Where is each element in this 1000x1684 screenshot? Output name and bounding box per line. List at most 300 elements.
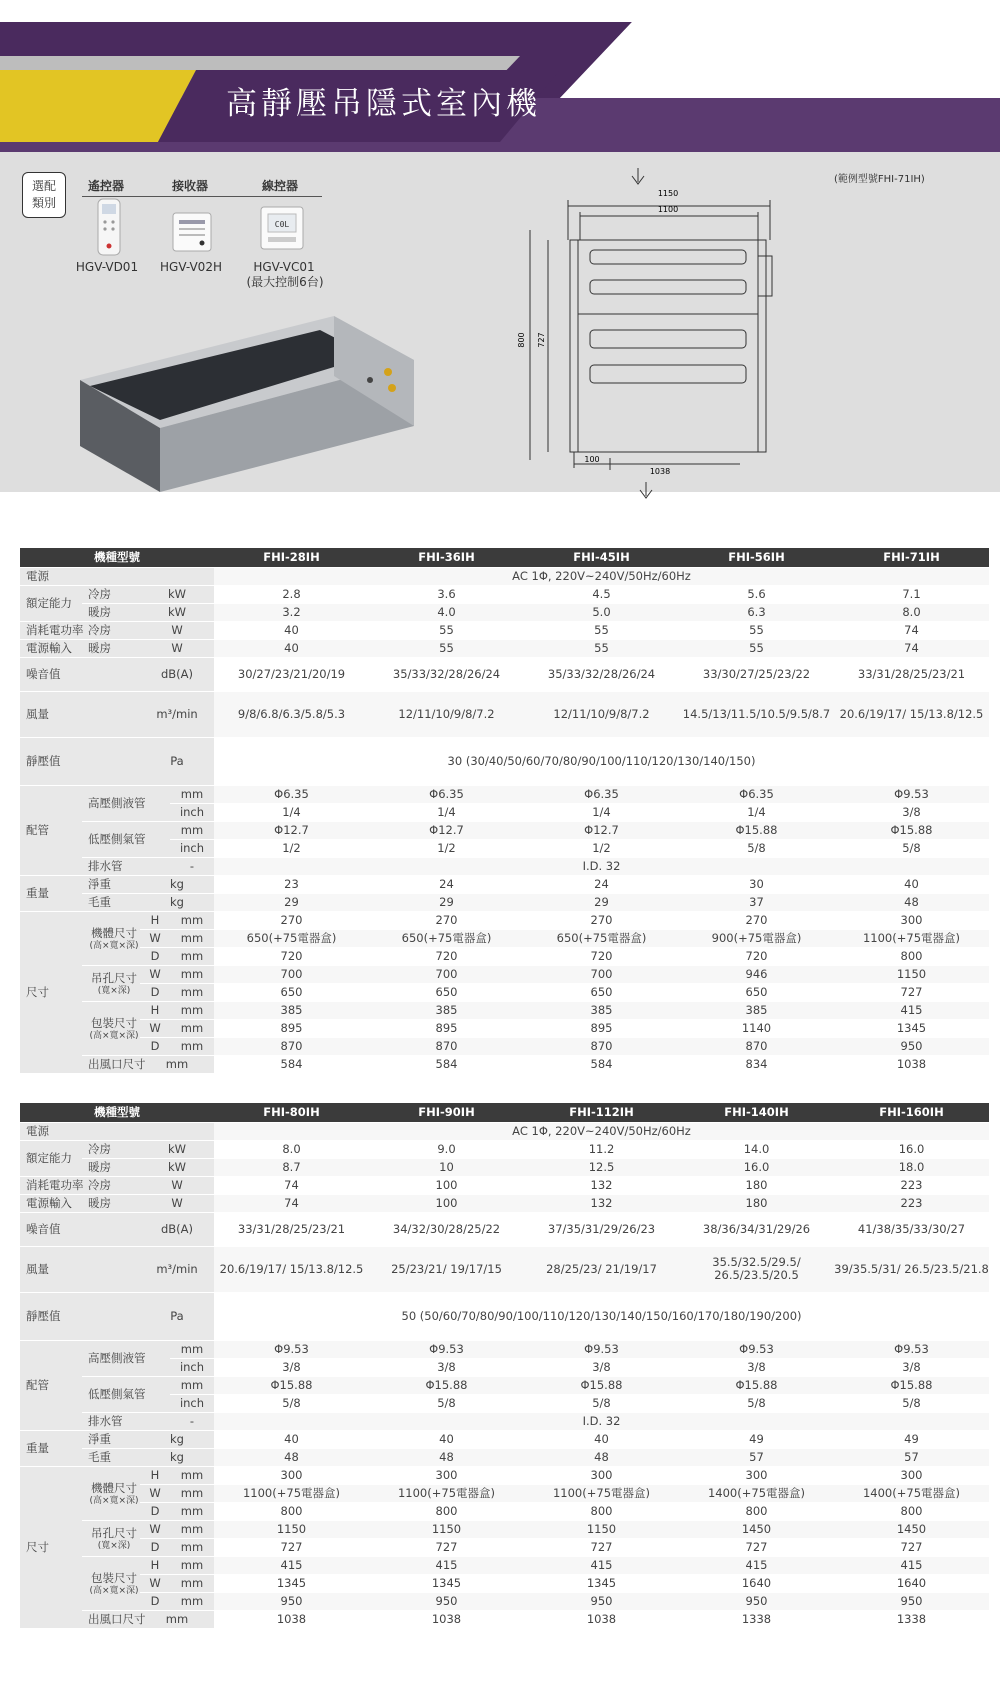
unit: kW <box>140 585 214 603</box>
cell: 727 <box>524 1538 679 1556</box>
unit: mm <box>170 947 214 965</box>
cell: 34/32/30/28/25/22 <box>369 1212 524 1246</box>
cell: 7.1 <box>834 585 989 603</box>
row-label: 噪音值 <box>20 657 140 691</box>
cell: 300 <box>679 1466 834 1484</box>
spec-row <box>20 1430 989 1448</box>
cell: 385 <box>369 1001 524 1019</box>
cell: 727 <box>834 983 989 1001</box>
cell: Φ15.88 <box>369 1376 524 1394</box>
spec-row <box>20 875 989 893</box>
row-sublabel: (高×寬×深) <box>89 1496 139 1506</box>
cell: 800 <box>369 1502 524 1520</box>
unit: D <box>140 1502 170 1520</box>
row-label: 配管 <box>20 785 82 875</box>
unit: D <box>140 1538 170 1556</box>
unit: mm <box>170 1484 214 1502</box>
cell: 1640 <box>679 1574 834 1592</box>
cell: 6.3 <box>679 603 834 621</box>
cell: 55 <box>369 639 524 657</box>
unit: H <box>140 1556 170 1574</box>
cell: 5/8 <box>214 1394 369 1412</box>
cell: 39/35.5/31/ 26.5/23.5/21.8 <box>834 1246 989 1292</box>
cell: 720 <box>679 947 834 965</box>
spec-row <box>20 1574 989 1592</box>
cell: 720 <box>214 947 369 965</box>
cell: 650(+75電器盒) <box>214 929 369 947</box>
spec-row <box>20 893 989 911</box>
airflow-in-arrow <box>632 168 644 184</box>
cell: 1150 <box>834 965 989 983</box>
cell: 24 <box>524 875 679 893</box>
row-label: 吊孔尺寸 <box>91 971 137 985</box>
dim-1100: 1100 <box>657 205 679 214</box>
unit: kW <box>140 603 214 621</box>
row-label: 淨重 <box>82 1430 140 1448</box>
cell: 33/31/28/25/23/21 <box>834 657 989 691</box>
unit: D <box>140 1037 170 1055</box>
cell: 20.6/19/17/ 15/13.8/12.5 <box>834 691 989 737</box>
header-row <box>20 548 989 567</box>
row-label: 尺寸 <box>20 911 82 1073</box>
cell: 10 <box>369 1158 524 1176</box>
cell: 3.2 <box>214 603 369 621</box>
cell: 100 <box>369 1194 524 1212</box>
cell: 40 <box>214 639 369 657</box>
cell: 5/8 <box>834 1394 989 1412</box>
cell: 74 <box>834 639 989 657</box>
unit: mm <box>170 1019 214 1037</box>
unit: D <box>140 983 170 1001</box>
cell: 950 <box>524 1592 679 1610</box>
cell: 950 <box>214 1592 369 1610</box>
unit: m³/min <box>140 1246 214 1292</box>
cell: 3/8 <box>524 1358 679 1376</box>
cell: Φ15.88 <box>834 1376 989 1394</box>
unit: W <box>140 1574 170 1592</box>
unit: mm <box>170 1574 214 1592</box>
cell: 35.5/32.5/29.5/ 26.5/23.5/20.5 <box>679 1246 834 1292</box>
cell: 9/8/6.8/6.3/5.8/5.3 <box>214 691 369 737</box>
unit: D <box>140 947 170 965</box>
cell: 180 <box>679 1176 834 1194</box>
cell: 37 <box>679 893 834 911</box>
cell: 385 <box>214 1001 369 1019</box>
row-label: 淨重 <box>82 875 140 893</box>
cell: 650 <box>679 983 834 1001</box>
unit: mm <box>140 1610 214 1628</box>
unit: mm <box>170 1037 214 1055</box>
cell: 3/8 <box>214 1358 369 1376</box>
cell: 16.0 <box>834 1140 989 1158</box>
cell: 57 <box>679 1448 834 1466</box>
cell: 1345 <box>214 1574 369 1592</box>
cell: 33/31/28/25/23/21 <box>214 1212 369 1246</box>
model-header: 機種型號 <box>20 1103 214 1122</box>
cell: 385 <box>679 1001 834 1019</box>
cell: 834 <box>679 1055 834 1073</box>
cell: 1140 <box>679 1019 834 1037</box>
spec-row <box>20 1019 989 1037</box>
unit: inch <box>170 839 214 857</box>
cell: 1345 <box>369 1574 524 1592</box>
row-label: 消耗電功率 <box>20 621 82 639</box>
cell: 5/8 <box>679 1394 834 1412</box>
row-label: 毛重 <box>82 893 140 911</box>
cell: 584 <box>369 1055 524 1073</box>
cell: 800 <box>214 1502 369 1520</box>
cell: 1150 <box>524 1520 679 1538</box>
cell: 5/8 <box>834 839 989 857</box>
cell: 1/2 <box>524 839 679 857</box>
cell: 48 <box>524 1448 679 1466</box>
spec-row <box>20 691 989 737</box>
spec-row <box>20 1194 989 1212</box>
spec-row <box>20 1158 989 1176</box>
cell: Φ12.7 <box>524 821 679 839</box>
row-label: 配管 <box>20 1340 82 1430</box>
cell: 40 <box>214 1430 369 1448</box>
cell: 5/8 <box>369 1394 524 1412</box>
spec-table-1 <box>20 548 989 1074</box>
unit: W <box>140 639 214 657</box>
cell: 1/2 <box>214 839 369 857</box>
cell: 650 <box>369 983 524 1001</box>
spec-row <box>20 1292 989 1340</box>
model-col: FHI-160IH <box>834 1103 989 1122</box>
cell: 8.7 <box>214 1158 369 1176</box>
cell: 1038 <box>214 1610 369 1628</box>
cell: 4.0 <box>369 603 524 621</box>
cell: 1100(+75電器盒) <box>524 1484 679 1502</box>
row-label: 低壓側氣管 <box>82 1376 170 1412</box>
cell: 55 <box>679 621 834 639</box>
cell: 1100(+75電器盒) <box>214 1484 369 1502</box>
dim-1038: 1038 <box>649 467 671 476</box>
row-label: 冷房 <box>82 1176 140 1194</box>
wired-controller-model: HGV-VC01 <box>253 260 315 274</box>
spec-row <box>20 947 989 965</box>
unit: W <box>140 1520 170 1538</box>
cell: Φ15.88 <box>524 1376 679 1394</box>
spec-row <box>20 585 989 603</box>
row-label: 消耗電功率 <box>20 1176 82 1194</box>
cell: 49 <box>679 1430 834 1448</box>
cell: 40 <box>524 1430 679 1448</box>
spec-row <box>20 1502 989 1520</box>
cell: 415 <box>369 1556 524 1574</box>
unit: Pa <box>140 737 214 785</box>
cell: 28/25/23/ 21/19/17 <box>524 1246 679 1292</box>
spec-row <box>20 1212 989 1246</box>
unit: mm <box>170 1001 214 1019</box>
cell: 132 <box>524 1194 679 1212</box>
dim-100: 100 <box>584 455 600 464</box>
cell: 3/8 <box>369 1358 524 1376</box>
row-label: 包裝尺寸 <box>91 1016 137 1030</box>
cell: 870 <box>524 1037 679 1055</box>
cell: Φ12.7 <box>214 821 369 839</box>
unit: mm <box>170 1538 214 1556</box>
cell: Φ9.53 <box>834 1340 989 1358</box>
cell: 100 <box>369 1176 524 1194</box>
cell: 48 <box>214 1448 369 1466</box>
cell <box>82 911 140 965</box>
model-col: FHI-28IH <box>214 548 369 567</box>
spec-row <box>20 737 989 785</box>
cell: 650(+75電器盒) <box>369 929 524 947</box>
cell <box>82 1001 140 1055</box>
spec-row <box>20 1246 989 1292</box>
cell: I.D. 32 <box>214 857 989 875</box>
cell: Φ9.53 <box>679 1340 834 1358</box>
model-header: 機種型號 <box>20 548 214 567</box>
cell: 946 <box>679 965 834 983</box>
cell: 415 <box>214 1556 369 1574</box>
spec-row <box>20 1122 989 1140</box>
cell: 55 <box>369 621 524 639</box>
spec-row <box>20 603 989 621</box>
wired-controller-icon <box>260 206 304 250</box>
cell: 48 <box>369 1448 524 1466</box>
unit: mm <box>170 1466 214 1484</box>
unit: inch <box>170 1394 214 1412</box>
spec-row <box>20 657 989 691</box>
cell: 270 <box>214 911 369 929</box>
cell: 3/8 <box>834 1358 989 1376</box>
row-label: 毛重 <box>82 1448 140 1466</box>
cell: 1150 <box>214 1520 369 1538</box>
unit: mm <box>170 1502 214 1520</box>
dim-1150: 1150 <box>657 189 679 198</box>
dim-800: 800 <box>517 332 526 348</box>
row-label: 額定能力 <box>20 585 82 621</box>
cell: 1038 <box>369 1610 524 1628</box>
cell: 720 <box>524 947 679 965</box>
spec-row <box>20 1176 989 1194</box>
cell: 2.8 <box>214 585 369 603</box>
svg-text:C0L: C0L <box>274 220 290 229</box>
row-label: 出風口尺寸 <box>82 1055 140 1073</box>
row-label: 電源輸入 <box>20 1194 82 1212</box>
spec-table-2 <box>20 1103 989 1629</box>
row-label: 高壓側液管 <box>82 785 170 821</box>
cell: Φ6.35 <box>369 785 524 803</box>
cell: 74 <box>214 1176 369 1194</box>
cell: 223 <box>834 1194 989 1212</box>
unit: mm <box>170 1340 214 1358</box>
unit: H <box>140 911 170 929</box>
unit: mm <box>170 965 214 983</box>
cell: 727 <box>679 1538 834 1556</box>
row-label: 額定能力 <box>20 1140 82 1176</box>
cell: 727 <box>214 1538 369 1556</box>
spec-row <box>20 857 989 875</box>
cell: 1400(+75電器盒) <box>834 1484 989 1502</box>
row-label: 冷房 <box>82 1140 140 1158</box>
cell: Φ6.35 <box>214 785 369 803</box>
dimension-diagram <box>517 160 820 500</box>
cell: 18.0 <box>834 1158 989 1176</box>
cell: 415 <box>524 1556 679 1574</box>
cell: 35/33/32/28/26/24 <box>524 657 679 691</box>
cell: 300 <box>214 1466 369 1484</box>
cell: 57 <box>834 1448 989 1466</box>
cell: 25/23/21/ 19/17/15 <box>369 1246 524 1292</box>
row-label: 暖房 <box>82 1194 140 1212</box>
cell: 35/33/32/28/26/24 <box>369 657 524 691</box>
cell: 1338 <box>679 1610 834 1628</box>
cell: 74 <box>214 1194 369 1212</box>
cell: 800 <box>834 947 989 965</box>
unit: mm <box>170 1520 214 1538</box>
spec-row <box>20 1448 989 1466</box>
unit: - <box>170 1412 214 1430</box>
cell: 14.0 <box>679 1140 834 1158</box>
cell: Φ12.7 <box>369 821 524 839</box>
receiver-model: HGV-V02H <box>160 260 222 274</box>
cell: AC 1Φ, 220V~240V/50Hz/60Hz <box>214 567 989 585</box>
accessory-header-wired: 線控器 <box>262 179 299 193</box>
spec-row <box>20 785 989 803</box>
cell: 14.5/13/11.5/10.5/9.5/8.7 <box>679 691 834 737</box>
cell: 650 <box>214 983 369 1001</box>
spec-row <box>20 911 989 929</box>
cell: 41/38/35/33/30/27 <box>834 1212 989 1246</box>
row-label: 電源 <box>20 567 214 585</box>
row-label: 出風口尺寸 <box>82 1610 140 1628</box>
cell: 415 <box>834 1001 989 1019</box>
page-title: 高靜壓吊隱式室內機 <box>226 86 541 122</box>
unit: mm <box>170 983 214 1001</box>
cell: 300 <box>834 1466 989 1484</box>
receiver-icon <box>172 212 212 252</box>
unit: D <box>140 1592 170 1610</box>
unit: W <box>140 965 170 983</box>
cell: 8.0 <box>214 1140 369 1158</box>
unit: mm <box>170 1376 214 1394</box>
cell: 1338 <box>834 1610 989 1628</box>
row-label: 重量 <box>20 875 82 911</box>
unit: mm <box>170 785 214 803</box>
unit: W <box>140 621 214 639</box>
cell: 12.5 <box>524 1158 679 1176</box>
model-col: FHI-36IH <box>369 548 524 567</box>
cell: 720 <box>369 947 524 965</box>
cell: 55 <box>524 639 679 657</box>
cell: 800 <box>834 1502 989 1520</box>
unit: mm <box>170 929 214 947</box>
cell: 870 <box>679 1037 834 1055</box>
spec-row <box>20 639 989 657</box>
cell: 1450 <box>679 1520 834 1538</box>
row-label: 靜壓值 <box>20 1292 140 1340</box>
unit: kW <box>140 1158 214 1176</box>
spec-row <box>20 1592 989 1610</box>
spec-row <box>20 983 989 1001</box>
cell: 37/35/31/29/26/23 <box>524 1212 679 1246</box>
accessory-header-receiver: 接收器 <box>172 179 209 193</box>
cell: 895 <box>369 1019 524 1037</box>
cell: 55 <box>679 639 834 657</box>
cell: Φ15.88 <box>679 1376 834 1394</box>
row-label: 排水管 <box>82 1412 170 1430</box>
row-sublabel: (高×寬×深) <box>89 1031 139 1041</box>
unit: inch <box>170 1358 214 1376</box>
cell: 800 <box>679 1502 834 1520</box>
cell: 20.6/19/17/ 15/13.8/12.5 <box>214 1246 369 1292</box>
unit: mm <box>170 911 214 929</box>
unit: inch <box>170 803 214 821</box>
unit: kg <box>140 893 214 911</box>
model-col: FHI-90IH <box>369 1103 524 1122</box>
cell: 1/4 <box>214 803 369 821</box>
spec-row <box>20 1412 989 1430</box>
cell: 727 <box>834 1538 989 1556</box>
model-col: FHI-71IH <box>834 548 989 567</box>
cell: 1400(+75電器盒) <box>679 1484 834 1502</box>
row-sublabel: (高×寬×深) <box>89 941 139 951</box>
cell: 16.0 <box>679 1158 834 1176</box>
cell: 3/8 <box>679 1358 834 1376</box>
spec-row <box>20 1376 989 1394</box>
cell: 950 <box>834 1592 989 1610</box>
cell: 584 <box>524 1055 679 1073</box>
cell: Φ15.88 <box>679 821 834 839</box>
row-label: 高壓側液管 <box>82 1340 170 1376</box>
cell: 415 <box>679 1556 834 1574</box>
cell: 50 (50/60/70/80/90/100/110/120/130/140/150/160/170/180/190/200) <box>214 1292 989 1340</box>
cell: AC 1Φ, 220V~240V/50Hz/60Hz <box>214 1122 989 1140</box>
cell: Φ9.53 <box>214 1340 369 1358</box>
unit: m³/min <box>140 691 214 737</box>
spec-row <box>20 567 989 585</box>
cell: 300 <box>834 911 989 929</box>
spec-row <box>20 1037 989 1055</box>
cell: 4.5 <box>524 585 679 603</box>
unit: mm <box>170 821 214 839</box>
unit: W <box>140 1019 170 1037</box>
cell: 5.6 <box>679 585 834 603</box>
spec-row <box>20 929 989 947</box>
spec-row <box>20 1140 989 1158</box>
cell: 1/4 <box>524 803 679 821</box>
cell: Φ15.88 <box>834 821 989 839</box>
spec-row <box>20 821 989 839</box>
cell: 9.0 <box>369 1140 524 1158</box>
cell: 38/36/34/31/29/26 <box>679 1212 834 1246</box>
cell: 33/30/27/25/23/22 <box>679 657 834 691</box>
cell: 870 <box>369 1037 524 1055</box>
spec-row <box>20 1556 989 1574</box>
diagram-example-note: (範例型號FHI-71IH) <box>834 174 925 185</box>
unit: dB(A) <box>140 1212 214 1246</box>
cell: 3.6 <box>369 585 524 603</box>
row-label: 暖房 <box>82 603 140 621</box>
row-label: 排水管 <box>82 857 170 875</box>
unit: kg <box>140 1448 214 1466</box>
cell: 132 <box>524 1176 679 1194</box>
row-label: 尺寸 <box>20 1466 82 1628</box>
cell <box>82 965 140 1001</box>
unit: mm <box>170 1592 214 1610</box>
row-label: 機體尺寸 <box>91 1481 137 1495</box>
spec-row <box>20 621 989 639</box>
unit: kg <box>140 1430 214 1448</box>
cell: 1038 <box>524 1610 679 1628</box>
unit: W <box>140 1194 214 1212</box>
accessory-label-2: 類別 <box>31 196 56 210</box>
